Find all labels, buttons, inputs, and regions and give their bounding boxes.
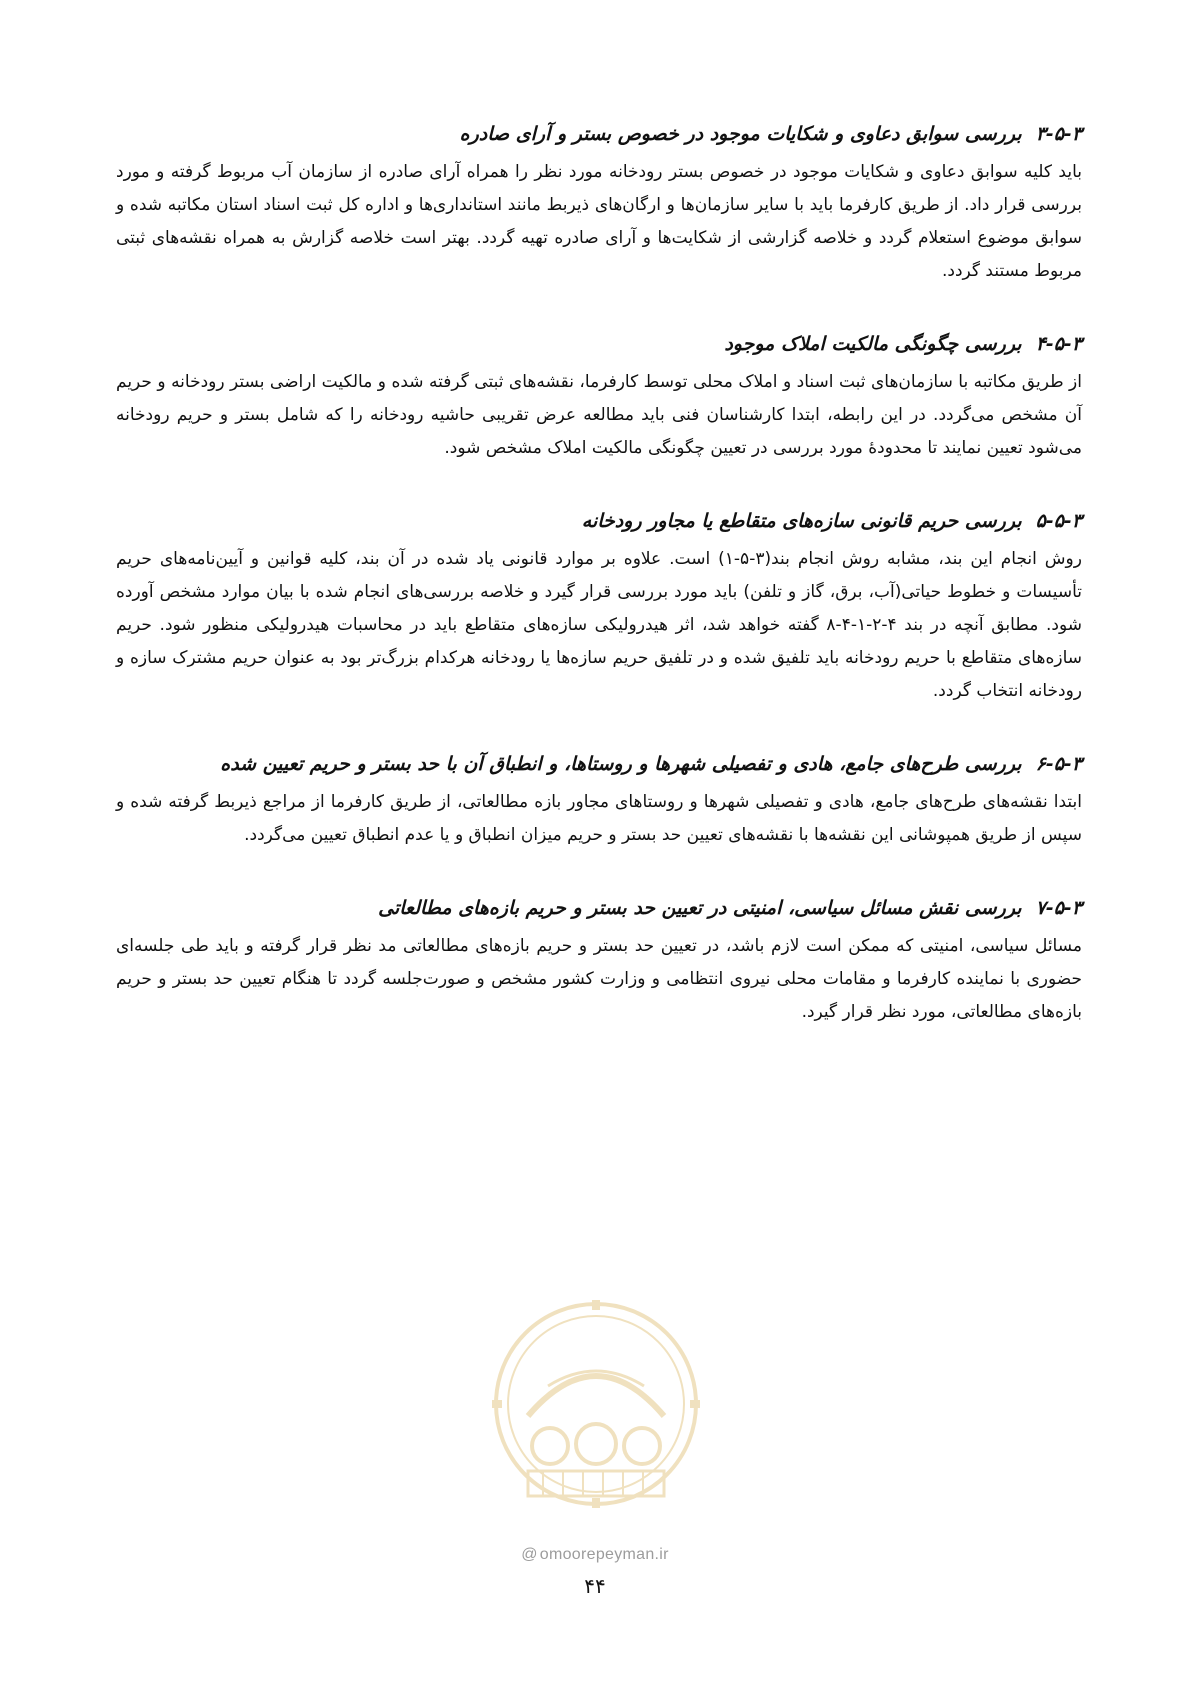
section-number: ۴-۵-۳ bbox=[1035, 333, 1082, 355]
watermark-site-link[interactable] bbox=[0, 1546, 1190, 1564]
section-3-5-3 bbox=[116, 118, 1082, 288]
section-gap bbox=[116, 288, 1082, 328]
section-number: ۵-۵-۳ bbox=[1035, 510, 1082, 532]
section-gap bbox=[116, 708, 1082, 748]
section-title: بررسی حریم قانونی سازه‌های متقاطع یا مجاور رودخانه bbox=[581, 510, 1022, 532]
section-heading bbox=[116, 118, 1082, 150]
section-7-5-3 bbox=[116, 892, 1082, 1029]
section-title: بررسی چگونگی مالکیت املاک موجود bbox=[724, 333, 1022, 355]
section-title: بررسی طرح‌های جامع، هادی و تفصیلی شهرها و روستاها، و انطباق آن با حد بستر و حریم تعیین شده bbox=[220, 753, 1022, 775]
section-paragraph: ابتدا نقشه‌های طرح‌های جامع، هادی و تفصیلی شهرها و روستاهای مجاور بازه مطالعاتی، از طریق کارفرما از مراجع ذیربط گرفته شده و سپس از طریق همپوشانی این نقشه‌ها با نقشه‌های تعیین حد بستر و حریم میزان انطباق و یا عدم انطباق تعیین می‌گردد. bbox=[116, 792, 1082, 845]
section-6-5-3 bbox=[116, 748, 1082, 852]
section-title: بررسی نقش مسائل سیاسی، امنیتی در تعیین حد بستر و حریم بازه‌های مطالعاتی bbox=[378, 897, 1022, 919]
section-5-5-3 bbox=[116, 505, 1082, 708]
page-number: ۴۴ bbox=[584, 1574, 606, 1598]
section-number: ۷-۵-۳ bbox=[1035, 897, 1082, 919]
section-paragraph: از طریق مکاتبه با سازمان‌های ثبت اسناد و املاک محلی توسط کارفرما، نقشه‌های ثبتی گرفته شده و مالکیت اراضی بستر رودخانه و حریم آن مشخص می‌گردد. در این رابطه، ابتدا کارشناسان فنی باید مطالعه عرض تقریبی حاشیه رودخانه را که شامل بستر و حریم رودخانه می‌شود تعیین نمایند تا محدودهٔ مورد بررسی در تعیین چگونگی مالکیت املاک مشخص شود. bbox=[116, 372, 1082, 458]
instagram-icon: @ bbox=[521, 1546, 538, 1563]
watermark-seal-icon bbox=[488, 1296, 704, 1522]
section-gap bbox=[116, 852, 1082, 892]
section-heading bbox=[116, 892, 1082, 924]
page-content bbox=[116, 118, 1082, 1029]
section-title: بررسی سوابق دعاوی و شکایات موجود در خصوص بستر و آرای صادره bbox=[459, 123, 1022, 145]
section-heading bbox=[116, 748, 1082, 780]
section-paragraph: روش انجام این بند، مشابه روش انجام بند(۳-۵-۱) است. علاوه بر موارد قانونی یاد شده در آن بند، کلیه قوانین و آیین‌نامه‌های حریم تأسیسات و خطوط حیاتی(آب، برق، گاز و تلفن) باید مورد بررسی قرار گیرد و خلاصه بررسی‌های انجام شده با بیان موارد مشخص آورده شود. مطابق آنچه در بند ۴-۲-۱-۴-۸ گفته خواهد شد، اثر هیدرولیکی سازه‌های متقاطع باید در محاسبات هیدرولیکی منظور شود. حریم سازه‌های متقاطع با حریم رودخانه باید تلفیق شده و در تلفیق حریم سازه‌ها یا رودخانه هرکدام بزرگ‌تر بود به عنوان حریم مشترک سازه و رودخانه انتخاب گردد. bbox=[116, 549, 1082, 701]
watermark-site-text: omoorepeyman.ir bbox=[539, 1546, 669, 1563]
section-number: ۳-۵-۳ bbox=[1035, 123, 1082, 145]
section-paragraph: باید کلیه سوابق دعاوی و شکایات موجود در خصوص بستر رودخانه مورد نظر را همراه آرای صادره از سازمان آب مربوط گرفته و مورد بررسی قرار داد. از طریق کارفرما باید با سایر سازمان‌ها و ارگان‌های ذیربط مانند استانداری‌ها و اداره کل ثبت اسناد استان مکاتبه شده و سوابق موضوع استعلام گردد و خلاصه گزارشی از شکایت‌ها و آرای صادره تهیه گردد. بهتر است خلاصه گزارش به همراه نقشه‌های ثبتی مربوط مستند گردد. bbox=[116, 162, 1082, 281]
section-number: ۶-۵-۳ bbox=[1035, 753, 1082, 775]
section-paragraph: مسائل سیاسی، امنیتی که ممکن است لازم باشد، در تعیین حد بستر و حریم بازه‌های مطالعاتی مد نظر قرار گرفته و باید طی جلسه‌ای حضوری با نماینده کارفرما و مقامات محلی نیروی انتظامی و وزارت کشور مشخص و صورت‌جلسه گردد تا هنگام تعیین حد بستر و حریم بازه‌های مطالعاتی، مورد نظر قرار گیرد. bbox=[116, 936, 1082, 1022]
section-gap bbox=[116, 465, 1082, 505]
section-heading bbox=[116, 328, 1082, 360]
section-heading bbox=[116, 505, 1082, 537]
section-4-5-3 bbox=[116, 328, 1082, 465]
